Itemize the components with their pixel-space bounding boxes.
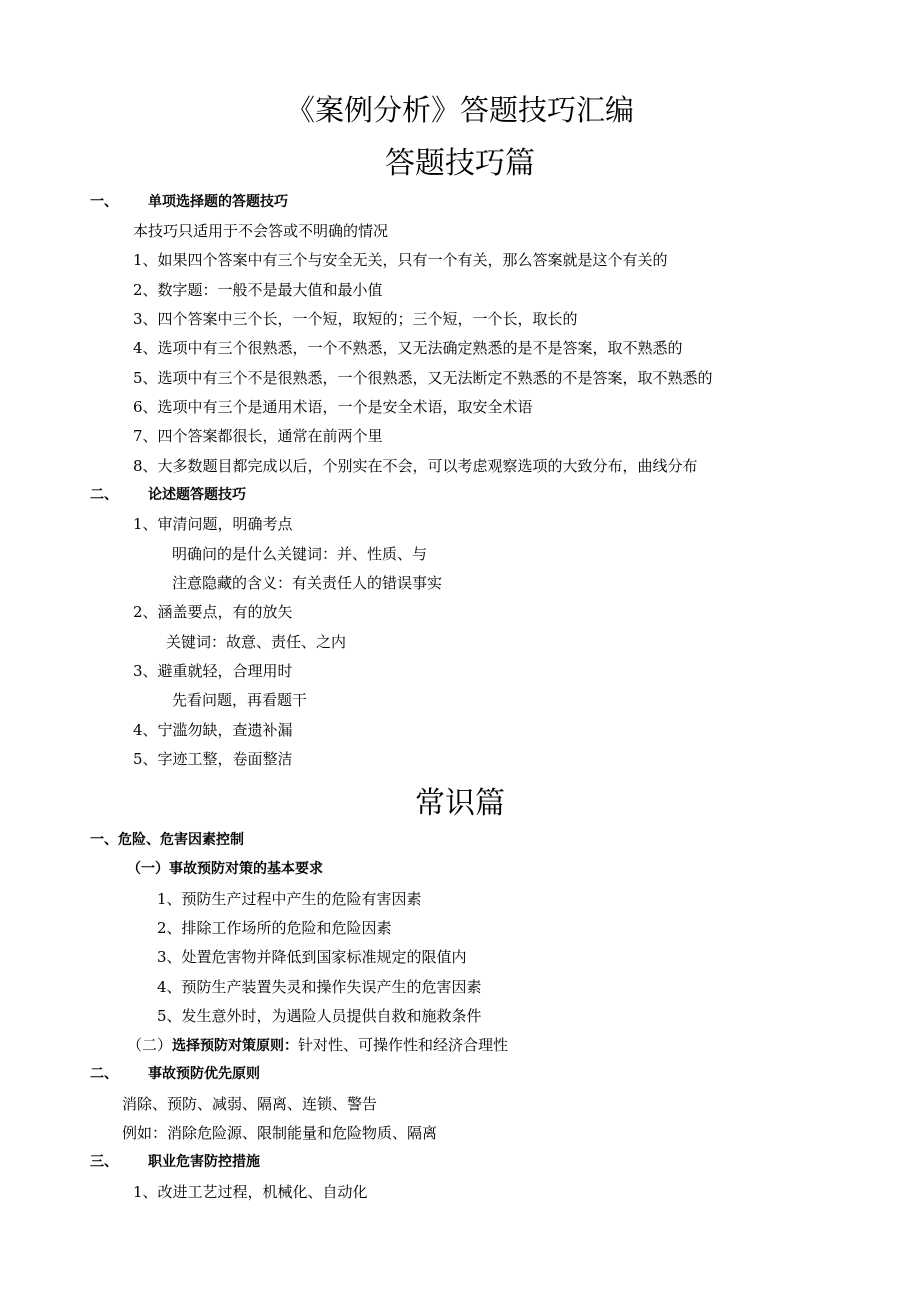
sub-heading-label: 选择预防对策原则： [172,1038,299,1054]
section-title-knowledge: 常识篇 [415,786,505,821]
sub-heading-text: 针对性、可操作性和经济合理性 [298,1036,509,1054]
list-item: 1、如果四个答案中有三个与安全无关，只有一个有关，那么答案就是这个有关的 [133,251,668,269]
list-subitem: 关键词：故意、责任、之内 [166,633,347,651]
list-item: 6、选项中有三个是通用术语，一个是安全术语，取安全术语 [133,398,533,416]
list-item: 3、处置危害物并降低到国家标准规定的限值内 [157,948,467,966]
list-item: 2、数字题：一般不是最大值和最小值 [133,281,383,299]
list-item: 4、预防生产装置失灵和操作失误产生的危害因素 [157,978,482,996]
list-item: 5、字迹工整，卷面整洁 [133,750,293,768]
document-title: 《案例分析》答题技巧汇编 [285,93,634,127]
section-title-techniques: 答题技巧篇 [385,146,535,181]
list-subitem: 先看问题，再看题干 [172,691,308,709]
list-item: 3、四个答案中三个长，一个短，取短的；三个短，一个长，取长的 [133,310,578,328]
part-heading: 一、危险、危害因素控制 [90,832,244,848]
heading-number: 二、 [90,487,118,503]
list-subitem: 注意隐藏的含义：有关责任人的错误事实 [172,574,443,592]
heading-text: 单项选择题的答题技巧 [148,194,288,210]
heading-number: 三、 [90,1154,118,1170]
list-item: 1、预防生产过程中产生的危险有害因素 [157,890,422,908]
list-item: 5、选项中有三个不是很熟悉，一个很熟悉，又无法断定不熟悉的不是答案，取不熟悉的 [133,369,713,387]
sub-heading: （一）事故预防对策的基本要求 [127,861,323,877]
list-item: 7、四个答案都很长，通常在前两个里 [133,427,383,445]
paragraph: 例如：消除危险源、限制能量和危险物质、隔离 [122,1124,438,1142]
list-item: 2、涵盖要点，有的放矢 [133,603,293,621]
list-item: 1、改进工艺过程，机械化、自动化 [133,1183,368,1201]
list-item: 4、选项中有三个很熟悉，一个不熟悉，又无法确定熟悉的是不是答案，取不熟悉的 [133,339,683,357]
heading-number: 二、 [90,1066,118,1082]
sub-heading-principle [127,1035,508,1056]
heading-text: 事故预防优先原则 [148,1066,260,1082]
paragraph: 本技巧只适用于不会答或不明确的情况 [133,222,389,240]
list-subitem: 明确问的是什么关键词：并、性质、与 [172,545,428,563]
heading-number: 一、 [90,194,118,210]
paragraph: 消除、预防、减弱、隔离、连锁、警告 [122,1095,378,1113]
sub-heading-prefix: （二） [127,1036,173,1054]
list-item: 3、避重就轻，合理用时 [133,662,293,680]
heading-text: 职业危害防控措施 [148,1154,260,1170]
list-item: 2、排除工作场所的危险和危险因素 [157,919,392,937]
list-item: 4、宁滥勿缺，查遗补漏 [133,721,293,739]
list-item: 5、发生意外时，为遇险人员提供自救和施救条件 [157,1007,482,1025]
list-item: 8、大多数题目都完成以后，个别实在不会，可以考虑观察选项的大致分布，曲线分布 [133,457,698,475]
list-item: 1、审清问题，明确考点 [133,515,293,533]
heading-text: 论述题答题技巧 [148,487,246,503]
